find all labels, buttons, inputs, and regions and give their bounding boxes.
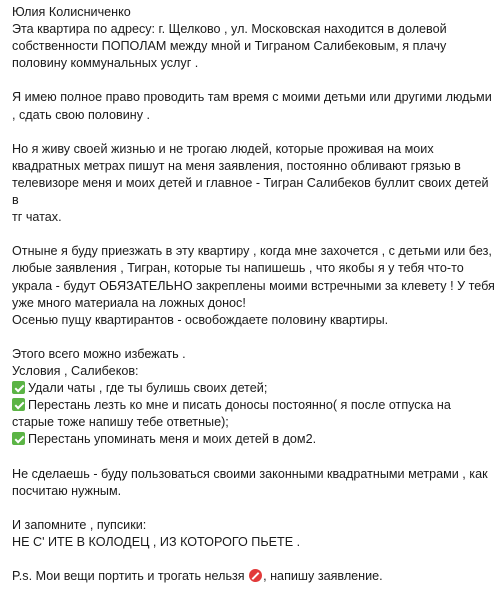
text-line: собственности ПОПОЛАМ между мной и Тиграном Салибековым, я плачу	[12, 39, 447, 54]
text-line: Не сделаешь - буду пользоваться своими законными квадратными метрами , как	[12, 466, 488, 481]
text-line: Эта квартира по адресу: г. Щелково , ул. Московская находится в долевой	[12, 22, 447, 37]
check-mark-icon	[12, 398, 25, 411]
no-entry-icon	[249, 569, 262, 582]
text-line: телевизоре меня и моих детей и главное - Тигран Салибеков буллит своих детей в	[12, 175, 489, 208]
paragraph-legal	[12, 466, 498, 500]
text-line: тг чатах.	[12, 210, 62, 225]
text-line: НЕ С' ИТЕ В КОЛОДЕЦ , ИЗ КОТОРОГО ПЬЕТЕ .	[12, 534, 301, 549]
paragraph-life	[12, 141, 498, 226]
condition-item	[12, 431, 498, 448]
text-line: уже много материала на ложных донос!	[12, 295, 246, 310]
paragraph-intro	[12, 21, 498, 72]
text-line: Этого всего можно избежать .	[12, 346, 186, 361]
condition-text: старые тоже напишу тебе ответные);	[12, 415, 229, 430]
text-line: , сдать свою половину .	[12, 107, 151, 122]
condition-text: Удали чаты , где ты булишь своих детей;	[28, 381, 268, 396]
text-line: украла - будут ОБЯЗАТЕЛЬНО закреплены моими встречными за клевету ! У тебя	[12, 278, 495, 293]
condition-text: Перестань упоминать меня и моих детей в дом2.	[28, 432, 317, 447]
text-line: Осенью пущу квартирантов - освобождаете половину квартиры.	[12, 312, 389, 327]
post-author[interactable]: Юлия Колисниченко	[12, 5, 131, 19]
ps-text: P.s. Мои вещи портить и трогать нельзя	[12, 569, 249, 584]
condition-item	[12, 397, 498, 414]
text-line: Отныне я буду приезжать в эту квартиру , когда мне захочется , с детьми или без,	[12, 244, 492, 259]
text-line: посчитаю нужным.	[12, 483, 122, 498]
text-line: половину коммунальных услуг .	[12, 56, 199, 71]
text-line: Но я живу своей жизнью и не трогаю людей, которые проживая на моих	[12, 141, 434, 156]
check-mark-icon	[12, 432, 25, 445]
paragraph-conditions	[12, 346, 498, 449]
paragraph-right	[12, 89, 498, 123]
ps-line	[12, 568, 498, 585]
condition-text: Перестань лезть ко мне и писать доносы постоянно( я после отпуска на	[28, 398, 451, 413]
text-line: квадратных метрах пишут на меня заявления, постоянно обливают грязью в	[12, 158, 461, 173]
text-line: Я имею полное право проводить там время с моими детьми или другими людьми	[12, 90, 492, 105]
check-mark-icon	[12, 381, 25, 394]
paragraph-remember	[12, 517, 498, 551]
paragraph-ps	[12, 568, 498, 585]
text-line: Условия , Салибеков:	[12, 363, 139, 378]
text-line: любые заявления , Тигран, которые ты напишешь , что якобы я у тебя что-то	[12, 261, 464, 276]
ps-text-end: , напишу заявление.	[263, 569, 383, 584]
text-line: И запомните , пупсики:	[12, 517, 147, 532]
condition-item	[12, 380, 498, 397]
paragraph-warning	[12, 243, 498, 328]
